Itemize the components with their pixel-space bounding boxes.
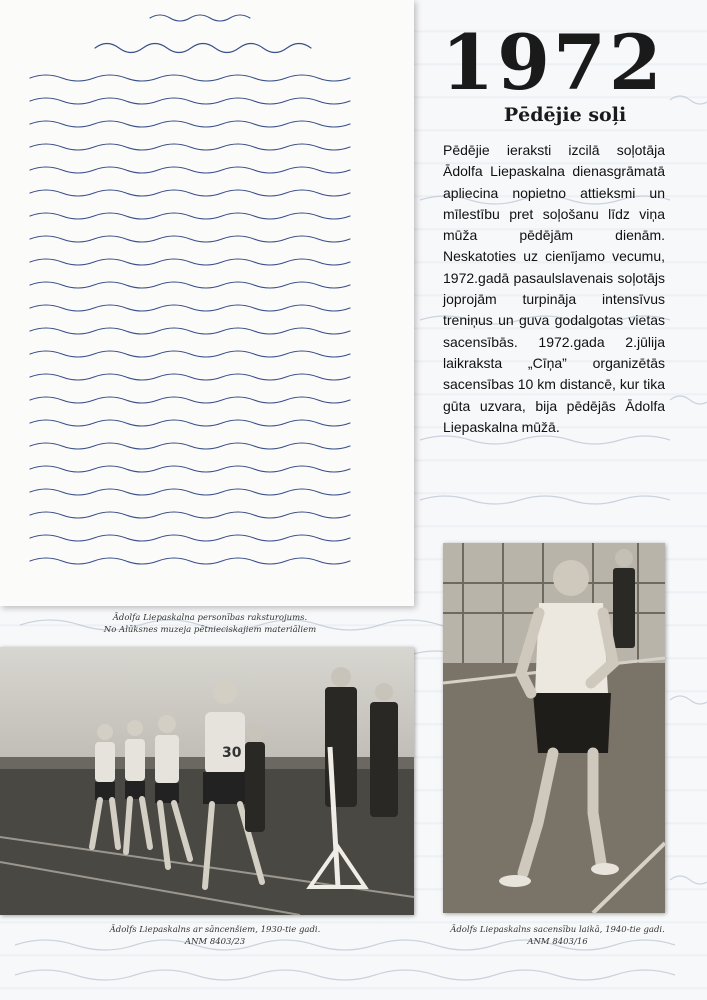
photo1-caption <box>100 924 330 948</box>
photo-race-competitors <box>0 647 414 915</box>
walker-photo-illustration <box>443 543 665 913</box>
handwritten-letter-scan <box>0 0 414 606</box>
page-title: Pēdējie soļi <box>503 104 627 126</box>
year-heading: 1972 <box>441 18 665 107</box>
photo2-caption-line2: ANM 8403/16 <box>527 937 588 947</box>
letter-caption-line1: Ādolfa Liepaskalna personības raksturojums. <box>112 613 308 623</box>
photo2-caption <box>450 924 665 948</box>
photo1-caption-line2: ANM 8403/23 <box>184 937 246 947</box>
photo-race-walker <box>443 543 665 913</box>
race-photo-illustration <box>0 647 414 915</box>
body-paragraph: Pēdējie ieraksti izcilā soļotāja Ādolfa Liepaskalna dienasgrāmatā apliecina nopietno attieksmi un mīlestību pret soļošanu līdz viņa mūža pēdējām dienām. Neskatoties uz cienījamo vecumu, 1972.gadā pasaulslavenais soļotājs joprojām turpināja intensīvus treniņus un guva godalgotas vietas sacensībās. 1972.gada 2.jūlija laikraksta „Cīņa” organizētās sacensības 10 km distancē, kur tika gūta uzvara, bija pēdējās Ādolfa Liepaskalna mūžā. <box>443 142 665 435</box>
letter-caption <box>60 612 360 636</box>
letter-caption-line2: No Alūksnes muzeja pētnieciskajiem materiāliem <box>103 625 317 635</box>
photo2-caption-line1: Ādolfs Liepaskalns sacensību laikā, 1940-tie gadi. <box>450 925 665 935</box>
handwriting-lines <box>0 0 414 606</box>
photo1-caption-line1: Ādolfs Liepaskalns ar sāncenšiem, 1930-tie gadi. <box>109 925 321 935</box>
runner-bib-number: 30 <box>222 745 242 761</box>
